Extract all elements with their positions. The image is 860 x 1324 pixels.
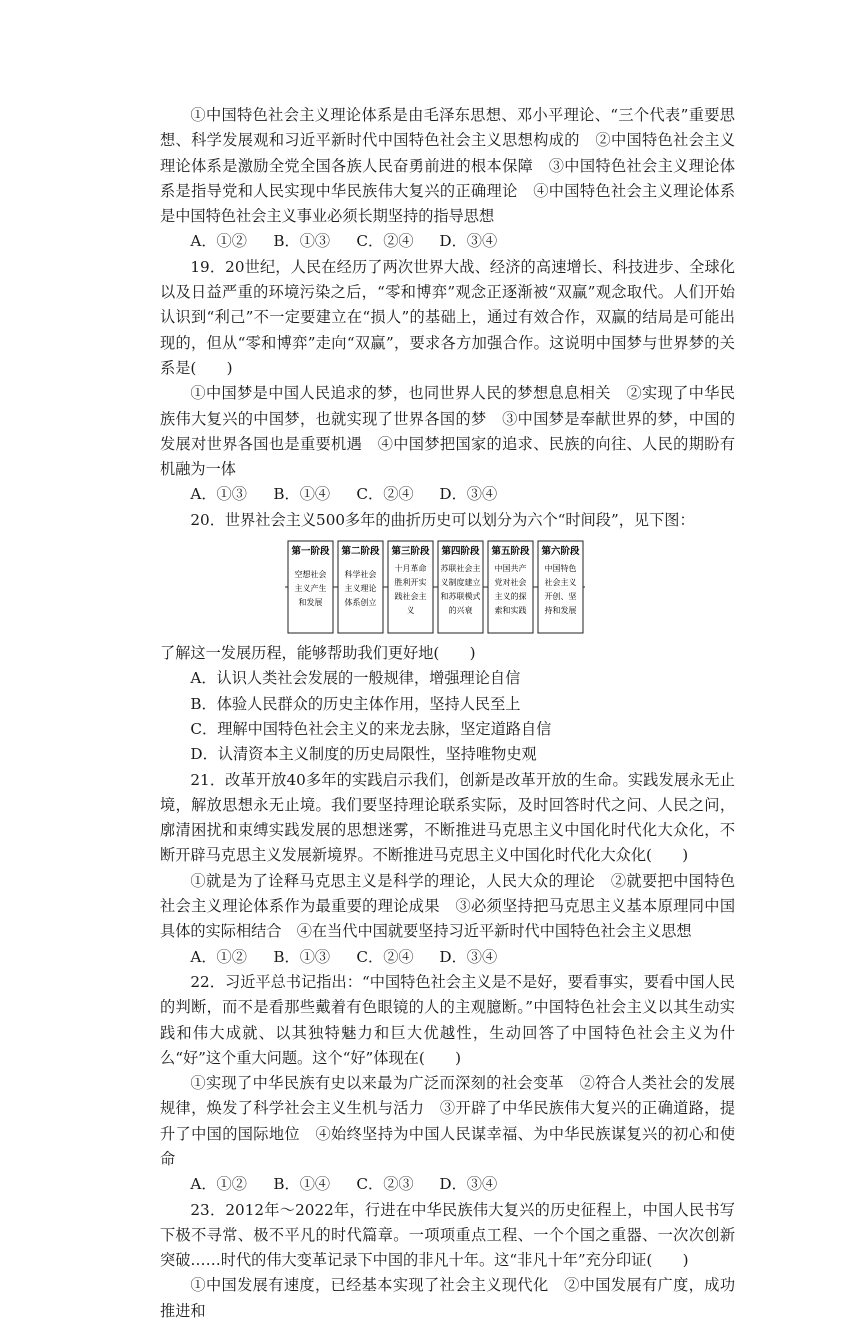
stage-6-line-2: 社会主义 xyxy=(544,578,577,588)
q21-option-d[interactable]: D．③④ xyxy=(439,947,498,966)
q22-stem: 22．习近平总书记指出：“中国特色社会主义是不是好，要看事实，要看中国人民的判断，而不是看那些戴着有色眼镜的人的主观臆断。”中国特色社会主义以其生动实践和伟大成就、以其独特魅力和巨大优越性，生动回答了中国特色社会主义为什么“好”这个重大问题。这个“好”体现在( ) xyxy=(160,972,735,1067)
q18-option-d[interactable]: D．③④ xyxy=(439,232,498,251)
stage-4-line-2: 义制度建立 xyxy=(440,578,481,588)
stage-6-line-3: 开创、坚 xyxy=(544,592,577,602)
history-stages-diagram xyxy=(160,533,735,641)
stage-1-head: 第一阶段 xyxy=(291,546,330,558)
q18-option-b[interactable]: B．①③ xyxy=(273,232,331,251)
stage-3-line-1: 十月革命 xyxy=(394,564,427,574)
q23-stem: 23．2012年～2022年，行进在中华民族伟大复兴的历史征程上，中国人民书写下极不寻常、极不平凡的时代篇章。一项项重点工程、一个个国之重器、一次次创新突破……时代的伟大变革记录下中国的非凡十年。这“非凡十年”充分印证( ) xyxy=(160,1200,735,1270)
q20-option-d[interactable]: D．认清资本主义制度的历史局限性，坚持唯物史观 xyxy=(190,745,537,764)
exam-page xyxy=(160,103,735,1324)
q21-option-b[interactable]: B．①③ xyxy=(273,947,331,966)
q22-option-b[interactable]: B．①④ xyxy=(273,1175,331,1194)
q21-options xyxy=(160,945,735,970)
stage-2-line-2: 主义理论 xyxy=(344,584,377,594)
q22-option-c[interactable]: C．②③ xyxy=(356,1175,414,1194)
stage-2-line-3: 体系创立 xyxy=(344,598,377,608)
q19-options xyxy=(160,482,735,507)
q22-option-a[interactable]: A．①② xyxy=(190,1175,247,1194)
q20-question: 了解这一发展历程，能够帮助我们更好地( ) xyxy=(160,644,476,663)
stage-5-line-2: 党对社会 xyxy=(494,578,527,588)
q21-stem: 21．改革开放40多年的实践启示我们，创新是改革开放的生命。实践发展永无止境，解放思想永无止境。我们要坚持理论联系实际，及时回答时代之问、人民之问，廓清困扰和束缚实践发展的思想迷雾，不断推进马克思主义中国化时代化大众化，不断开辟马克思主义发展新境界。不断推进马克思主义中国化时代化大众化( ) xyxy=(160,770,735,865)
q19-stem: 19．20世纪，人民在经历了两次世界大战、经济的高速增长、科技进步、全球化以及日益严重的环境污染之后，“零和博弈”观念正逐渐被“双赢”观念取代。人们开始认识到“利己”不一定要建立在“损人”的基础上，通过有效合作，双赢的结局是可能出现的，但从“零和博弈”走向“双赢”，要求各方加强合作。这说明中国梦与世界梦的关系是( ) xyxy=(160,257,735,377)
stage-4-line-1: 苏联社会主 xyxy=(440,564,481,574)
stage-1 xyxy=(288,541,333,633)
q18-option-c[interactable]: C．②④ xyxy=(356,232,414,251)
stage-6-head: 第六阶段 xyxy=(541,546,580,558)
stage-5-line-3: 主义的探 xyxy=(494,592,527,602)
stage-4-head: 第四阶段 xyxy=(441,546,480,558)
stage-3-line-3: 践社会主 xyxy=(394,592,427,602)
stage-5-line-1: 中国共产 xyxy=(494,564,527,574)
stage-6-line-4: 持和发展 xyxy=(544,606,577,616)
q19-option-c[interactable]: C．②④ xyxy=(356,485,414,504)
stage-1-line-2: 主义产生 xyxy=(294,584,327,594)
q19-option-a[interactable]: A．①③ xyxy=(190,485,247,504)
stage-6 xyxy=(538,541,583,633)
stage-4-line-4: 的兴衰 xyxy=(448,606,473,616)
stage-5 xyxy=(488,541,533,633)
q18-options xyxy=(160,229,735,254)
q22-statements: ①实现了中华民族有史以来最为广泛而深刻的社会变革 ②符合人类社会的发展规律，焕发了科学社会主义生机与活力 ③开辟了中华民族伟大复兴的正确道路，提升了中国的国际地位 ④始终坚持为中国人民谋幸福、为中华民族谋复兴的初心和使命 xyxy=(160,1074,735,1168)
q18-statements: ①中国特色社会主义理论体系是由毛泽东思想、邓小平理论、“三个代表”重要思想、科学发展观和习近平新时代中国特色社会主义思想构成的 ②中国特色社会主义理论体系是激励全党全国各族人民奋勇前进的根本保障 ③中国特色社会主义理论体系是指导党和人民实现中华民族伟大复兴的正确理论 ④中国特色社会主义理论体系是中国特色社会主义事业必须长期坚持的指导思想 xyxy=(160,106,735,226)
q19-option-b[interactable]: B．①④ xyxy=(273,485,331,504)
stage-4 xyxy=(438,541,483,633)
stage-2-line-1: 科学社会 xyxy=(344,570,377,580)
stage-2 xyxy=(338,541,383,633)
stage-1-line-3: 和发展 xyxy=(298,598,323,608)
stage-4-line-3: 和苏联模式 xyxy=(440,592,481,602)
q23-statements: ①中国发展有速度，已经基本实现了社会主义现代化 ②中国发展有广度，成功推进和 xyxy=(160,1276,735,1320)
stage-3-head: 第三阶段 xyxy=(391,546,430,558)
stage-2-head: 第二阶段 xyxy=(341,546,380,558)
q20-option-c[interactable]: C．理解中国特色社会主义的来龙去脉，坚定道路自信 xyxy=(190,719,552,738)
q21-option-a[interactable]: A．①② xyxy=(190,947,247,966)
q22-options xyxy=(160,1172,735,1197)
q21-option-c[interactable]: C．②④ xyxy=(356,947,414,966)
stage-3 xyxy=(388,541,433,633)
q20-stem: 20．世界社会主义500多年的曲折历史可以划分为六个“时间段”，见下图： xyxy=(190,510,695,529)
stage-1-line-1: 空想社会 xyxy=(294,570,327,580)
q19-option-d[interactable]: D．③④ xyxy=(439,485,498,504)
stages-flow-svg xyxy=(285,539,585,635)
stage-6-line-1: 中国特色 xyxy=(544,564,577,574)
q19-statements: ①中国梦是中国人民追求的梦，也同世界人民的梦想息息相关 ②实现了中华民族伟大复兴的中国梦，也就实现了世界各国的梦 ③中国梦是奉献世界的梦，中国的发展对世界各国也是重要机遇 ④中国梦把国家的追求、民族的向往、人民的期盼有机融为一体 xyxy=(160,384,735,479)
q20-option-a[interactable]: A．认识人类社会发展的一般规律，增强理论自信 xyxy=(190,669,521,688)
q22-option-d[interactable]: D．③④ xyxy=(439,1175,498,1194)
stage-3-line-4: 义 xyxy=(406,606,415,616)
q18-option-a[interactable]: A．①② xyxy=(190,232,247,251)
stage-5-head: 第五阶段 xyxy=(491,546,530,558)
stage-5-line-4: 索和实践 xyxy=(494,606,527,616)
q20-option-b[interactable]: B．体验人民群众的历史主体作用，坚持人民至上 xyxy=(190,694,521,713)
q21-statements: ①就是为了诠释马克思主义是科学的理论，人民大众的理论 ②就要把中国特色社会主义理论体系作为最重要的理论成果 ③必须坚持把马克思主义基本原理同中国具体的实际相结合 ④在当代中国就要坚持习近平新时代中国特色社会主义思想 xyxy=(160,871,735,941)
stage-3-line-2: 胜利开实 xyxy=(394,578,427,588)
